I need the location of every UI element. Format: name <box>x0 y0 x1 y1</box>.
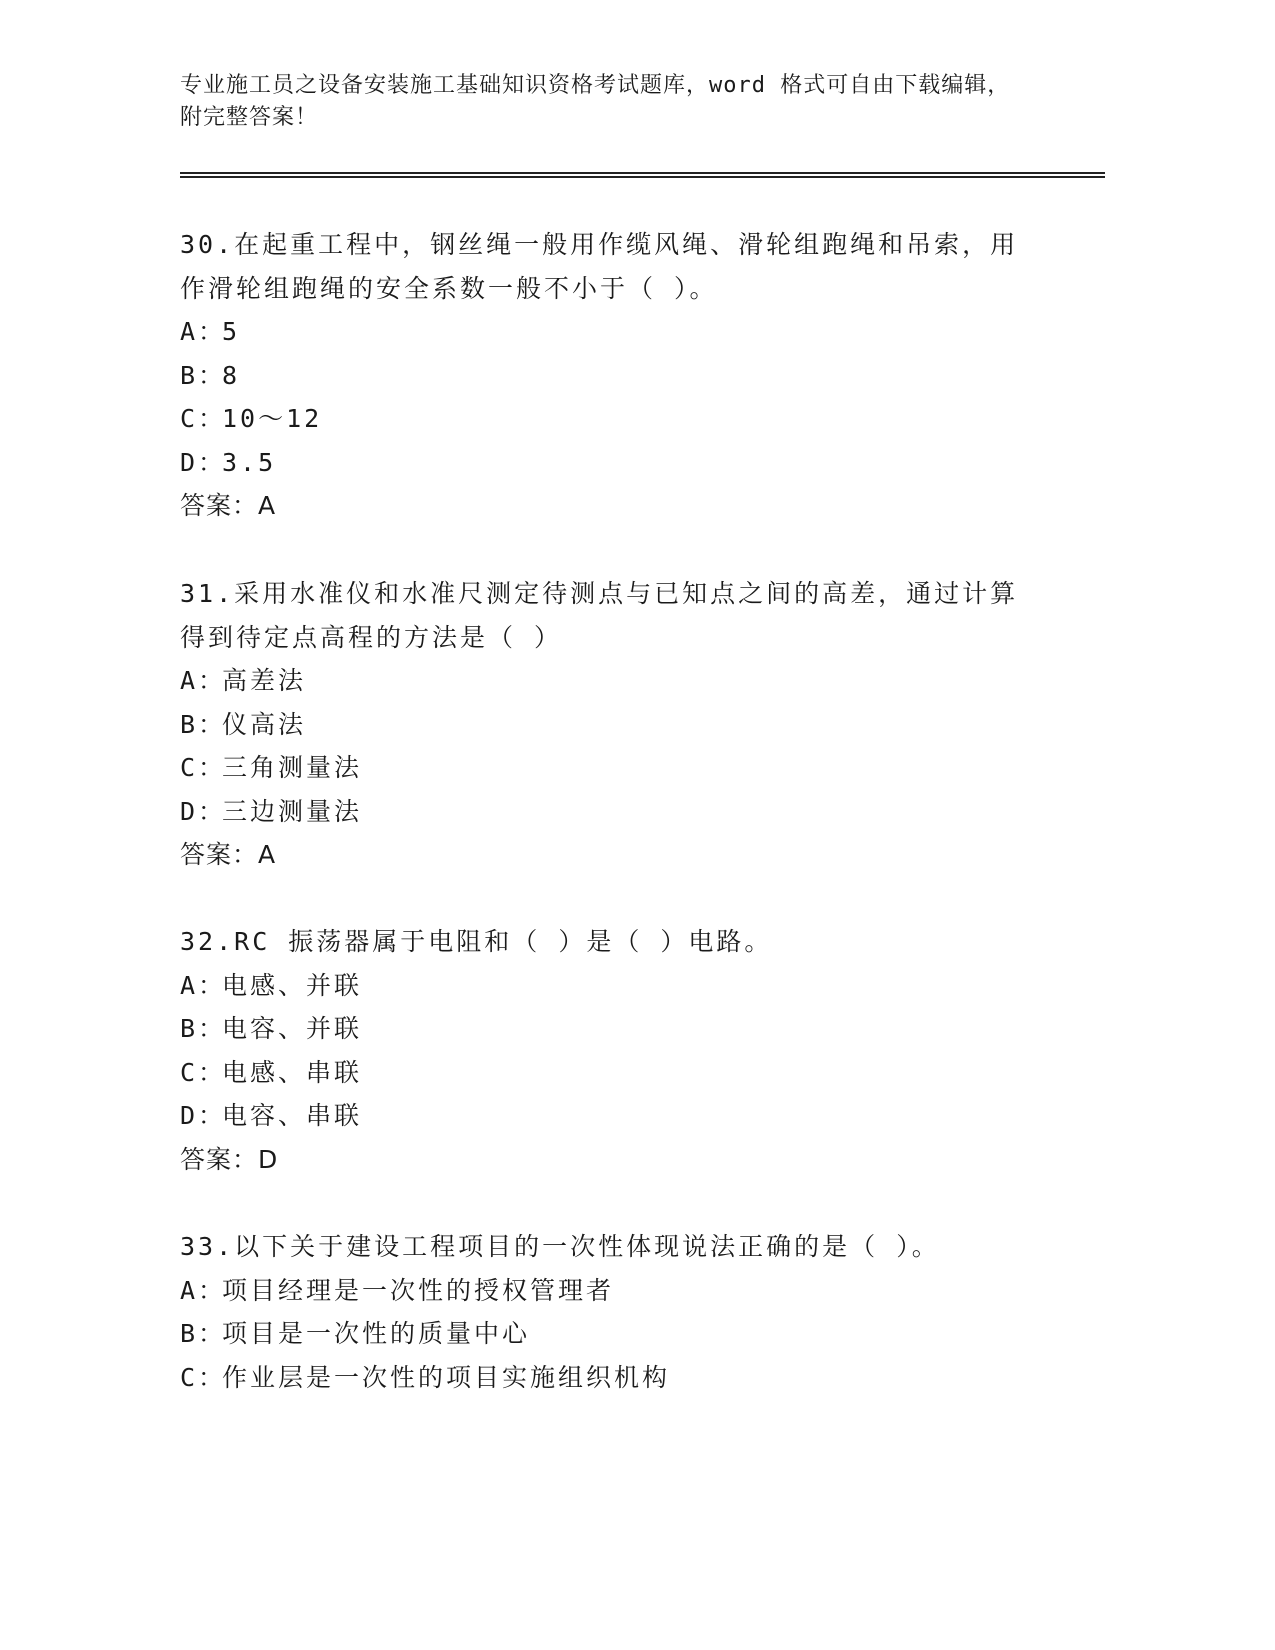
option-label: A： <box>180 666 227 695</box>
question-33 <box>180 1225 1040 1399</box>
option-c <box>180 397 1040 441</box>
option-label: B： <box>180 360 227 390</box>
answer-line: 答案：A <box>180 491 277 520</box>
option-label: B： <box>180 1014 227 1043</box>
question-stem: 31.采用水准仪和水准尺测定待测点与已知点之间的高差，通过计算得到待定点高程的方法是（ ） <box>180 579 1019 652</box>
option-label: C： <box>180 753 227 782</box>
option-text: 8 <box>222 360 241 390</box>
option-text: 项目是一次性的质量中心 <box>222 1319 531 1348</box>
option-label: C： <box>180 404 227 433</box>
option-label: B： <box>180 709 227 739</box>
option-text: 电感、串联 <box>222 1057 363 1087</box>
answer-line: 答案：A <box>180 840 277 869</box>
option-text: 5 <box>222 317 241 346</box>
document-header <box>180 70 1105 134</box>
option-text: 电感、并联 <box>222 970 363 1000</box>
question-32 <box>180 920 1040 1181</box>
option-label: D： <box>180 1101 227 1130</box>
question-stem: 33.以下关于建设工程项目的一次性体现说法正确的是（ ）。 <box>180 1232 940 1261</box>
question-stem: 32.RC 振荡器属于电阻和（ ）是（ ）电路。 <box>180 927 773 956</box>
header-divider <box>180 172 1105 178</box>
option-b <box>180 703 1040 747</box>
option-text: 电容、并联 <box>222 1014 363 1043</box>
option-b <box>180 354 1040 398</box>
option-d <box>180 1094 1040 1138</box>
option-a <box>180 1269 1040 1313</box>
option-c <box>180 1051 1040 1095</box>
option-text: 电容、串联 <box>222 1101 363 1130</box>
option-c <box>180 746 1040 790</box>
option-d <box>180 441 1040 485</box>
header-line-1: 专业施工员之设备安装施工基础知识资格考试题库，word 格式可自由下载编辑， <box>180 73 1011 98</box>
option-text: 项目经理是一次性的授权管理者 <box>222 1275 615 1305</box>
question-31 <box>180 572 1040 877</box>
option-b <box>180 1007 1040 1051</box>
option-label: C： <box>180 1057 227 1087</box>
option-text: 高差法 <box>222 666 307 695</box>
answer-line: 答案：D <box>180 1144 279 1174</box>
option-a <box>180 310 1040 354</box>
option-label: D： <box>180 447 227 477</box>
option-label: D： <box>180 796 227 826</box>
question-stem: 30.在起重工程中，钢丝绳一般用作缆风绳、滑轮组跑绳和吊索，用作滑轮组跑绳的安全系数一般不小于（ ）。 <box>180 230 1019 303</box>
option-label: C： <box>180 1362 227 1392</box>
option-text: 3.5 <box>222 447 277 477</box>
question-30 <box>180 223 1040 528</box>
option-label: B： <box>180 1319 227 1348</box>
option-a <box>180 964 1040 1008</box>
header-line-2: 附完整答案！ <box>180 105 319 130</box>
option-c <box>180 1356 1040 1400</box>
option-text: 三边测量法 <box>222 796 363 826</box>
option-text: 作业层是一次性的项目实施组织机构 <box>222 1362 671 1392</box>
option-text: 10～12 <box>222 404 323 433</box>
option-label: A： <box>180 317 227 346</box>
option-b <box>180 1312 1040 1356</box>
option-text: 三角测量法 <box>222 753 363 782</box>
option-d <box>180 790 1040 834</box>
option-a <box>180 659 1040 703</box>
option-text: 仪高法 <box>222 709 307 739</box>
option-label: A： <box>180 1275 227 1305</box>
option-label: A： <box>180 970 227 1000</box>
